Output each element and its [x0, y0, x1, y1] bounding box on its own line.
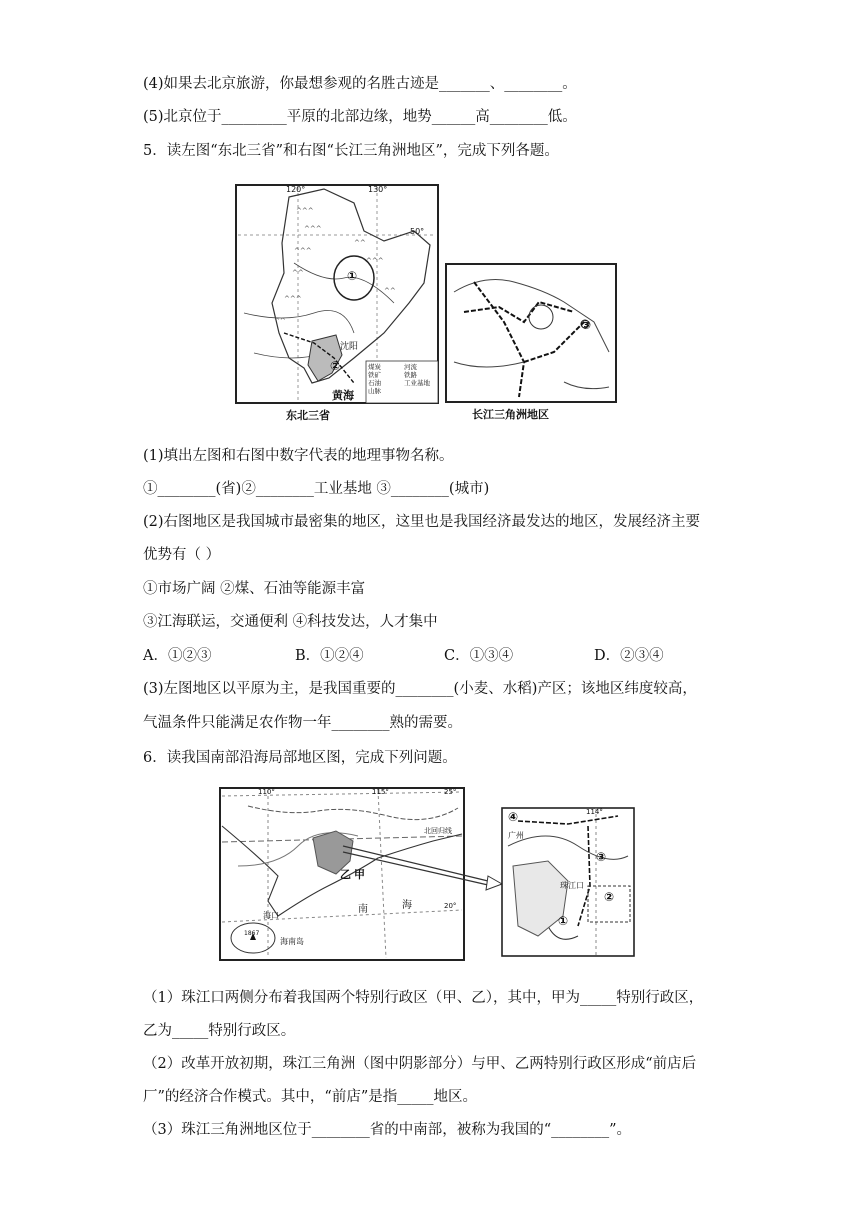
q5-3-text-a: (3)左图地区以平原为主，是我国重要的________(小麦、水稻)产区；该地区纬度较高， — [143, 681, 697, 697]
q6-1-text-a: （1）珠江口两侧分布着我国两个特别行政区（甲、乙），其中，甲为_____特别行政区， — [143, 990, 704, 1006]
q5-stem: 5．读左图“东北三省”和右图“长江三角洲地区”，完成下列各题。 — [143, 143, 559, 159]
q5-2-text-b: 优势有（ ） — [143, 547, 221, 563]
yrd-marker-3: ③ — [581, 318, 592, 332]
q6-3-text: （3）珠江三角洲地区位于________省的中南部，被称为我国的“________”。 — [143, 1122, 632, 1138]
south-coast-map-figure — [218, 786, 638, 964]
svg-text:^^: ^^ — [274, 317, 286, 325]
q5-choices — [143, 646, 703, 666]
ne-lon2: 130° — [368, 185, 388, 194]
ne-sea: 黄海 — [332, 389, 354, 402]
q6-2-text-b: 厂”的经济合作模式。其中，“前店”是指_____地区。 — [143, 1089, 477, 1105]
q5-option-line-2: ③江海联运，交通便利 ④科技发达，人才集中 — [143, 614, 438, 630]
prd-marker-1: ① — [558, 914, 569, 928]
south-lon2: 115° — [372, 788, 389, 796]
choice-c[interactable]: C．①③④ — [444, 648, 514, 664]
prd-marker-3: ③ — [596, 850, 607, 864]
legend-river: 河流 — [404, 363, 417, 371]
south-haikou: 海口 — [263, 911, 279, 920]
q6-2-text-a: （2）改革开放初期，珠江三角洲（图中阴影部分）与甲、乙两特别行政区形成“前店后 — [143, 1056, 697, 1072]
svg-text:^^^: ^^^ — [304, 225, 322, 233]
q6-1-text-b: 乙为_____特别行政区。 — [143, 1023, 296, 1039]
legend-oil: 石油 — [368, 379, 381, 387]
choice-a[interactable]: A．①②③ — [143, 648, 212, 664]
south-lat2: 20° — [444, 902, 457, 910]
q4-5-text: (5)北京位于_________平原的北部边缘，地势______高________低。 — [143, 109, 577, 125]
ne-caption: 东北三省 — [286, 409, 330, 422]
legend-industry: 工业基地 — [404, 379, 430, 387]
prd-marker-4: ④ — [508, 810, 519, 824]
yrd-map-figure — [444, 262, 618, 424]
svg-text:^^: ^^ — [384, 287, 396, 295]
south-lat1: 25° — [444, 788, 457, 796]
south-sea-1: 南 — [358, 904, 368, 915]
svg-text:^^^: ^^^ — [284, 295, 302, 303]
legend-mountain: 山脉 — [368, 387, 381, 395]
south-yi: 乙 — [340, 868, 351, 881]
south-peak: 1867 — [244, 930, 260, 937]
q4-4-text: (4)如果去北京旅游，你最想参观的名胜古迹是_______、________。 — [143, 76, 577, 92]
svg-text:^^^: ^^^ — [366, 257, 384, 265]
q6-stem: 6．读我国南部沿海局部地区图，完成下列问题。 — [143, 750, 457, 766]
yrd-caption: 长江三角洲地区 — [472, 408, 549, 421]
choice-d[interactable]: D．②③④ — [594, 648, 664, 664]
ne-lat: 50° — [410, 227, 425, 236]
ne-marker-2: ② — [330, 359, 341, 373]
prd-marker-2: ② — [604, 890, 615, 904]
q5-1-text: (1)填出左图和右图中数字代表的地理事物名称。 — [143, 448, 454, 464]
legend-railway: 铁路 — [404, 371, 417, 379]
legend-iron: 铁矿 — [368, 371, 381, 379]
q5-1-blanks: ①________(省)②________工业基地 ③________(城市) — [143, 481, 490, 497]
legend-coal: 煤炭 — [368, 363, 381, 371]
south-tropic: 北回归线 — [424, 827, 452, 835]
south-lon1: 110° — [258, 788, 275, 796]
prd-lon: 114° — [586, 808, 603, 816]
ne-lon1: 120° — [286, 185, 306, 194]
q5-option-line-1: ①市场广阔 ②煤、石油等能源丰富 — [143, 581, 366, 597]
northeast-map-figure — [234, 183, 440, 423]
q5-3-text-b: 气温条件只能满足农作物一年________熟的需要。 — [143, 715, 462, 731]
svg-text:^^^: ^^^ — [294, 247, 312, 255]
south-jia: 甲 — [354, 868, 365, 881]
ne-city-shenyang: 沈阳 — [340, 342, 359, 352]
south-island: 海南岛 — [280, 937, 304, 946]
south-sea-2: 海 — [402, 900, 412, 911]
svg-text:^^: ^^ — [292, 269, 304, 277]
choice-b[interactable]: B．①②④ — [295, 648, 364, 664]
ne-marker-1: ① — [347, 269, 358, 283]
q5-2-text-a: (2)右图地区是我国城市最密集的地区，这里也是我国经济最发达的地区，发展经济主要 — [143, 514, 701, 530]
prd-city-guangzhou: 广州 — [508, 831, 524, 840]
prd-estuary: 珠江口 — [560, 881, 584, 890]
svg-text:^^: ^^ — [354, 239, 366, 247]
svg-text:^^^: ^^^ — [296, 207, 314, 215]
yrd-map — [444, 262, 618, 424]
